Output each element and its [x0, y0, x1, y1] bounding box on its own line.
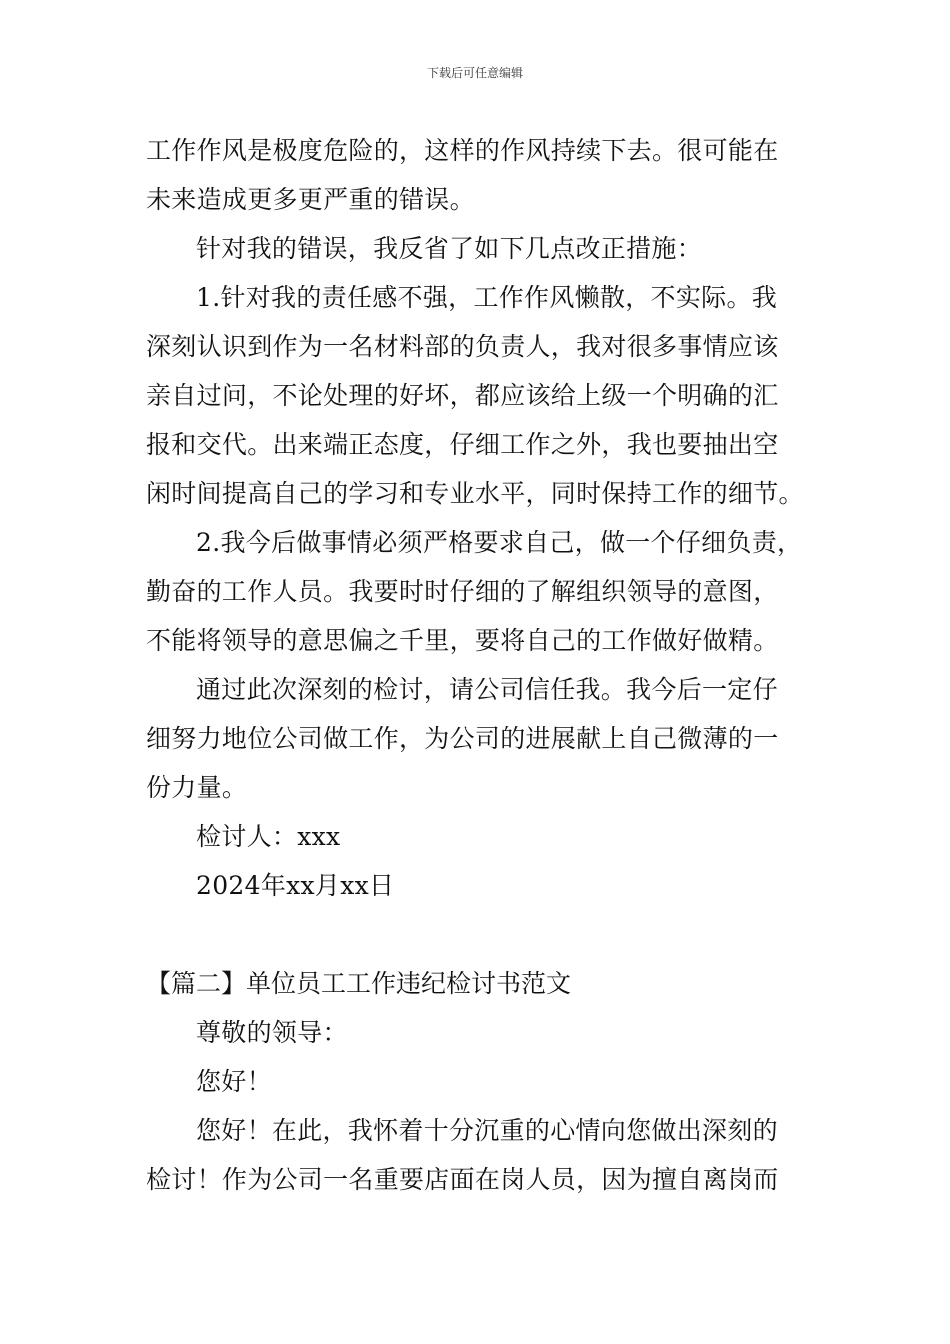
- greeting-line: 您好！: [196, 1067, 272, 1096]
- text-line: 2.我今后做事情必须严格要求自己，做一个仔细负责，: [196, 528, 803, 557]
- date-line: 2024年xx月xx日: [196, 871, 395, 900]
- page-header: 下载后可任意编辑: [426, 66, 523, 80]
- text-line: 检讨！作为公司一名重要店面在岗人员，因为擅自离岗而: [146, 1165, 779, 1194]
- text-line: 细努力地位公司做工作，为公司的进展献上自己微薄的一: [146, 724, 779, 753]
- text-line: 深刻认识到作为一名材料部的负责人，我对很多事情应该: [146, 332, 779, 361]
- text-line: 闲时间提高自己的学习和专业水平，同时保持工作的细节。: [146, 479, 804, 508]
- text-line: 勤奋的工作人员。我要时时仔细的了解组织领导的意图，: [146, 577, 779, 606]
- text-line: 不能将领导的意思偏之千里，要将自己的工作做好做精。: [146, 626, 779, 655]
- text-line: 亲自过问，不论处理的好坏，都应该给上级一个明确的汇: [146, 381, 779, 410]
- text-line: 份力量。: [146, 773, 248, 802]
- salutation-line: 尊敬的领导：: [196, 1018, 348, 1047]
- section-title: 【篇二】单位员工工作违纪检讨书范文: [146, 969, 572, 998]
- text-line: 针对我的错误，我反省了如下几点改正措施：: [196, 234, 703, 263]
- document-body: [146, 126, 826, 1204]
- text-line: 未来造成更多更严重的错误。: [146, 185, 475, 214]
- text-line: 通过此次深刻的检讨，请公司信任我。我今后一定仔: [196, 675, 778, 704]
- text-line: 您好！在此，我怀着十分沉重的心情向您做出深刻的: [196, 1116, 778, 1145]
- spacer: [146, 910, 826, 959]
- text-line: 工作作风是极度危险的，这样的作风持续下去。很可能在: [146, 136, 779, 165]
- signature-line: 检讨人：xxx: [196, 822, 341, 851]
- text-line: 1.针对我的责任感不强，工作作风懒散，不实际。我: [196, 283, 778, 312]
- text-line: 报和交代。出来端正态度，仔细工作之外，我也要抽出空: [146, 430, 779, 459]
